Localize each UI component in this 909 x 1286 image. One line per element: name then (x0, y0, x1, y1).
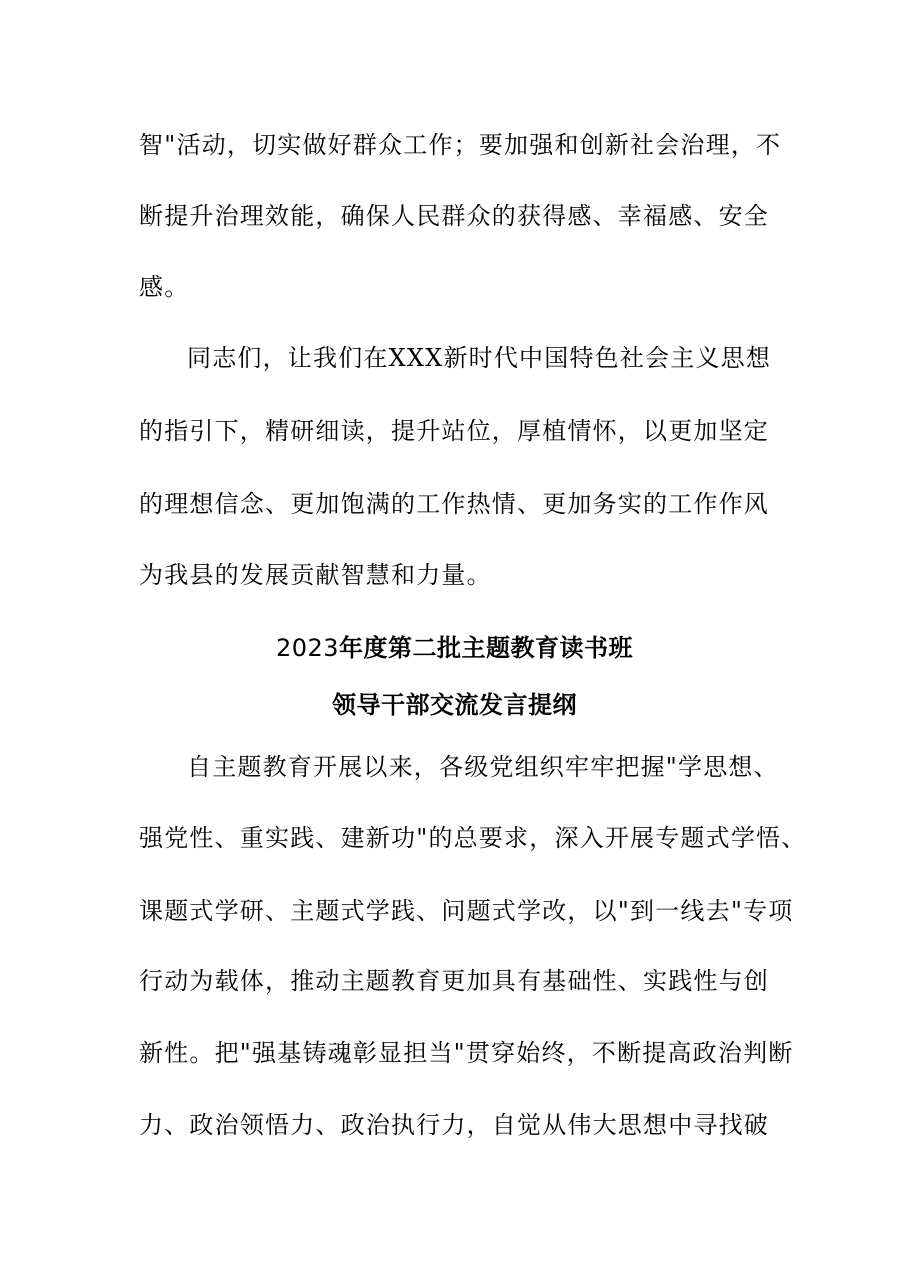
paragraph-3-line-2: 强党性、重实践、建新功"的总要求，深入开展专题式学悟、 (139, 824, 807, 852)
document-title-line-2: 领导干部交流发言提纲 (332, 691, 577, 719)
paragraph-2-line-2: 的指引下，精研细读，提升站位，厚植情怀，以更加坚定 (139, 417, 769, 445)
paragraph-1-line-1: 智"活动，切实做好群众工作；要加强和创新社会治理，不 (139, 131, 782, 159)
paragraph-1-line-2: 断提升治理效能，确保人民群众的获得感、幸福感、安全 (139, 202, 769, 230)
title-year: 2023 (275, 634, 340, 662)
title-text: 年度第二批主题教育读书班 (339, 634, 634, 662)
paragraph-2-line-4: 为我县的发展贡献智慧和力量。 (139, 561, 492, 589)
paragraph-3-line-4: 行动为载体，推动主题教育更加具有基础性、实践性与创 (139, 967, 769, 995)
paragraph-3-line-6: 力、政治领悟力、政治执行力，自觉从伟大思想中寻找破 (139, 1111, 769, 1139)
paragraph-2-line-3: 的理想信念、更加饱满的工作热情、更加务实的工作作风 (139, 490, 769, 518)
paragraph-3-line-3: 课题式学研、主题式学践、问题式学改，以"到一线去"专项 (139, 897, 794, 925)
document-title-line-1 (0, 633, 909, 663)
paragraph-2-line-1: 同志们，让我们在XXX新时代中国特色社会主义思想 (187, 344, 772, 372)
paragraph-3-line-1: 自主题教育开展以来，各级党组织牢牢把握"学思想、 (187, 753, 779, 781)
paragraph-3-line-5: 新性。把"强基铸魂彰显担当"贯穿始终，不断提高政治判断 (139, 1039, 794, 1067)
paragraph-1-line-3: 感。 (139, 273, 190, 301)
